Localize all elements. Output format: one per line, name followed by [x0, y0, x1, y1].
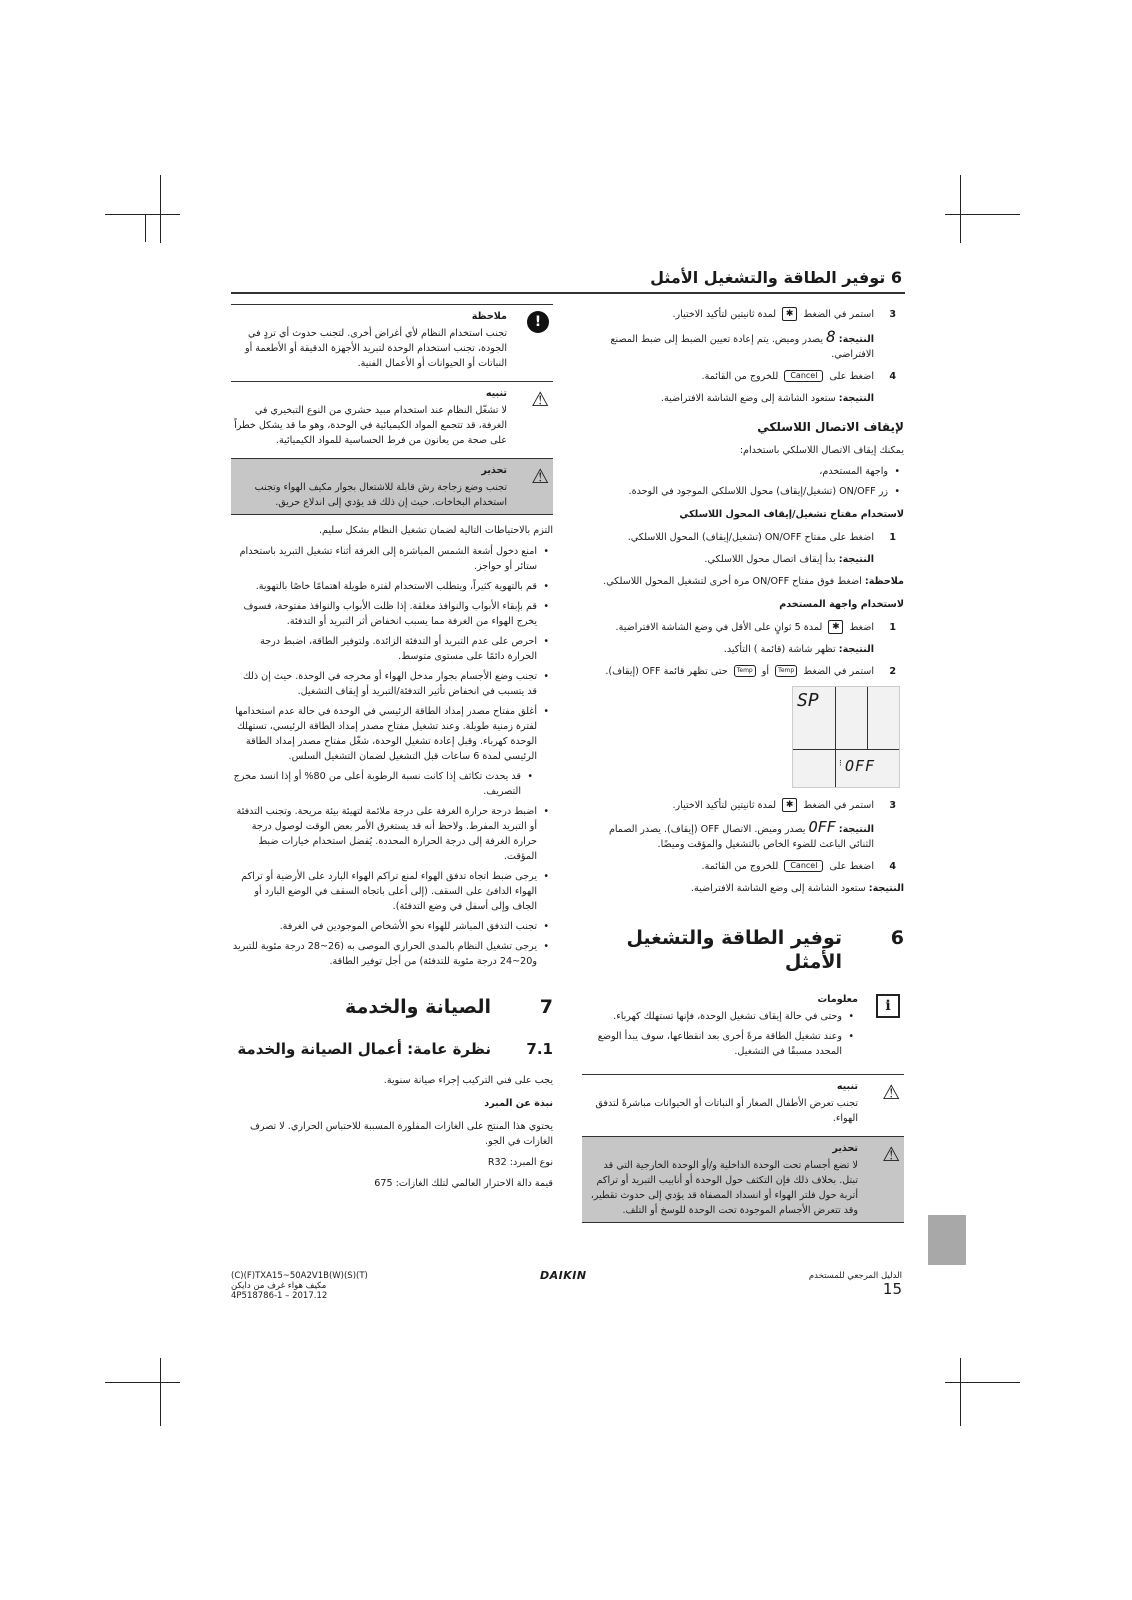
note-box: ! ملاحظة تجنب استخدام النظام لأي أغراض أخرى. لتجنب حدوث أي تردٍ في الجودة، تجنب استخدام الوحدة لتبريد الأجهزة الدقيقة أو الأطعمة أو النباتات أو الحيوانات أو الأعمال الفنية.	[231, 304, 553, 375]
lcd-bottom-text: OFF	[845, 757, 876, 775]
lcd-divider	[867, 687, 868, 749]
page-number: 15	[882, 1280, 902, 1298]
fan-key-icon: ✱	[828, 620, 843, 634]
crop-mark	[105, 214, 180, 215]
list-item: • قم بإبقاء الأبواب والنوافذ مغلقة. إذا ظلت الأبواب والنوافذ مفتوحة، فسوف يخرج الهواء من الغرفة مما يسبب انخفاض أثر التبريد أو التدفئة.	[231, 599, 553, 629]
temp-up-key: Temp	[775, 665, 797, 677]
step-3b: 3 استمر في الضغط ✱ لمدة ثانيتين لتأكيد الاختيار.	[672, 800, 896, 811]
lcd-display	[792, 686, 900, 788]
header-rule	[231, 292, 905, 294]
info-box: i معلومات • وحتى في حالة إيقاف تشغيل الوحدة، فإنها تستهلك كهرباء. • وعند تشغيل الطاقة مرةً أخرى بعد انقطاعها، سوف يبدأ الوضع المحدد مسبقًا في التشغيل.	[582, 988, 904, 1068]
list-item: • يرجى تشغيل النظام بالمدى الحراري الموصى به (26~28 درجة مئوية للتبريد و20~24 درجة مئوية للتدفئة) من أجل توفير الطاقة.	[231, 939, 553, 969]
fan-key-icon: ✱	[782, 307, 797, 321]
list-item: • تجنب وضع الأجسام بجوار مدخل الهواء أو مخرجه في الوحدة. حيث إن ذلك قد يتسبب في انخفاض تأثير التدفئة/التبريد أو إيقاف التشغيل.	[231, 669, 553, 699]
footer-model: (C)(F)TXA15~50A2V1B(W)(S)(T)	[231, 1271, 368, 1281]
result-3a: النتيجة: 8 يصدر وميض. يتم إعادة تعيين الضبط إلى ضبط المصنع الافتراضي.	[610, 327, 874, 360]
caution-box: ⚠ تنبيه تجنب تعرض الأطفال الصغار أو النباتات أو الحيوانات مباشرةً لتدفق الهواء.	[582, 1074, 904, 1130]
list-item: • اضبط درجة حرارة الغرفة على درجة ملائمة لتهيئة بيئة مريحة. وتجنب التدفئة أو التبريد المفرط. ولاحظ أنه قد يستغرق الأمر بعض الوقت لوصول درجة حرارة الغرفة إلى درجة الحرارة المحددة. يُفضل استخدام خيارات ضبط المؤقت.	[231, 804, 553, 864]
left-column	[231, 304, 553, 1191]
warning-triangle-icon: ⚠	[882, 1080, 900, 1104]
step-4a: 4 اضغط على Cancel للخروج من القائمة.	[701, 371, 896, 382]
blink-icon: ⁝	[839, 759, 842, 769]
list-item: • يرجى ضبط اتجاه تدفق الهواء لمنع تراكم الهواء البارد على الأرضية أو تراكم الهواء الدافئ على السقف. (إلى أعلى باتجاه السقف في الوضع البارد أو الجاف وإلى أسفل في وضع التدفئة).	[231, 869, 553, 914]
section-7-heading: 7 الصيانة والخدمة	[345, 996, 553, 1018]
refrigerant-type: نوع المبرد: R32	[487, 1157, 553, 1168]
warning-box: ⚠ تحذير لا تضع أجسام تحت الوحدة الداخلية و/أو الوحدة الخارجية التي قد تبتل. بخلاف ذلك فإن التكثف حول الوحدة أو أنابيب التبريد أو تراكم أتربة حول فلتر الهواء أو انسداد المصفاة قد يؤدي إلى حدوث تقطير، وقد تتعرض الأجسام الموجودة تحت الوحدة للوسخ أو التلف.	[582, 1136, 904, 1223]
crop-mark	[960, 175, 961, 243]
temp-down-key: Temp	[734, 665, 756, 677]
switch-heading: لاستخدام مفتاح تشغيل/إيقاف المحول اللاسلكي	[679, 509, 904, 520]
section-7-1-heading: 7.1 نظرة عامة: أعمال الصيانة والخدمة	[237, 1040, 553, 1058]
warning-triangle-icon: ⚠	[531, 387, 549, 411]
footer-code: 4P518786-1 – 2017.12	[231, 1291, 328, 1301]
crop-mark	[945, 214, 1020, 215]
footer-right	[742, 1271, 902, 1297]
crop-mark	[960, 1358, 961, 1426]
list-item: • قد يحدث تكاثف إذا كانت نسبة الرطوبة أعلى من 80% أو إذا انسد مخرج التصريف.	[231, 769, 537, 799]
crop-mark	[945, 1382, 1020, 1383]
ui-step-1: 1 اضغط ✱ لمدة 5 ثوانٍ على الأقل في وضع الشاشة الافتراضية.	[615, 622, 896, 633]
info-icon: i	[876, 994, 900, 1018]
switch-note: ملاحظة: اضغط فوق مفتاح ON/OFF مرة أخرى لتشغيل المحول اللاسلكي.	[603, 576, 904, 587]
result-3b: النتيجة: OFF يصدر وميض. الاتصال OFF (إيقاف). يصدر الصمام الثنائي الباعث للضوء الخاص بالتشغيل والمؤقت وميضًا.	[608, 818, 874, 850]
lcd-divider	[793, 749, 899, 750]
list-item: • أغلق مفتاح مصدر إمداد الطاقة الرئيسي في الوحدة في حالة عدم استخدامها لفترة زمنية طويلة. وعند تشغيل مفتاح مصدر إمداد الطاقة الرئيسي، تستهلك الوحدة كهرباء. وقبل إعادة تشغيل الوحدة، شغّل مفتاح مصدر إمداد الطاقة الرئيسي لمدة 6 ساعات قبل التشغيل لضمان التشغيل السلس.	[231, 704, 553, 764]
fan-key-icon: ✱	[782, 798, 797, 812]
segment-display: OFF	[808, 818, 836, 836]
list-item: • واجهة المستخدم،	[582, 464, 904, 479]
step-4b: 4 اضغط على Cancel للخروج من القائمة.	[701, 861, 896, 872]
header-section-title: توفير الطاقة والتشغيل الأمثل	[650, 268, 886, 287]
list-item: • تجنب التدفق المباشر للهواء نحو الأشخاص الموجودين في الغرفة.	[231, 919, 553, 934]
cancel-key: Cancel	[784, 370, 823, 382]
right-column	[582, 307, 904, 1229]
crop-mark	[105, 1382, 180, 1383]
page-header	[402, 268, 902, 287]
list-item: • احرص على عدم التبريد أو التدفئة الزائدة. ولتوفير الطاقة، اضبط درجة الحرارة دائمًا على مستوى متوسط.	[231, 634, 553, 664]
ui-result-1: النتيجة: تظهر شاشة (قائمة ) التأكيد.	[723, 644, 874, 655]
warning-triangle-icon: ⚠	[882, 1142, 900, 1166]
precautions-intro: التزم بالاحتياطات التالية لضمان تشغيل النظام بشكل سليم.	[318, 525, 553, 536]
step-3a: 3 استمر في الضغط ✱ لمدة ثانيتين لتأكيد الاختيار.	[672, 309, 896, 320]
switch-step: 1 اضغط على مفتاح ON/OFF (تشغيل/إيقاف) المحول اللاسلكي.	[627, 532, 896, 543]
result-4b: النتيجة: ستعود الشاشة إلى وضع الشاشة الافتراضية.	[690, 883, 904, 894]
daikin-logo: DAIKIN	[540, 1269, 587, 1282]
ui-step-2: 2 استمر في الضغط Temp أو Temp حتى تظهر قائمة OFF (إيقاف).	[605, 666, 896, 677]
lcd-divider	[835, 687, 836, 787]
lcd-top-text: SP	[797, 690, 819, 711]
list-item: • وحتى في حالة إيقاف تشغيل الوحدة، فإنها تستهلك كهرباء.	[582, 1009, 858, 1024]
footer-product: مكيف هواء غرف من دايكن	[231, 1281, 327, 1291]
result-4a: النتيجة: ستعود الشاشة إلى وضع الشاشة الافتراضية.	[660, 393, 874, 404]
refrigerant-heading: نبذة عن المبرد	[484, 1098, 553, 1109]
caution-box: ⚠ تنبيه لا تشغّل النظام عند استخدام مبيد حشري من النوع التبخيري في الغرفة، قد تتجمع المواد الكيميائية في الوحدة، وهو ما قد يشكل خطراً على صحة من يعانون من فرط الحساسية للمواد الكيميائية.	[231, 381, 553, 452]
header-section-num: 6	[890, 268, 902, 287]
crop-mark	[145, 214, 146, 242]
switch-result: النتيجة: بدأ إيقاف اتصال محول اللاسلكي.	[704, 554, 874, 565]
footer-left	[231, 1271, 368, 1301]
gwp-value: قيمة دالة الاحترار العالمي لتلك الغازات: 675	[374, 1178, 553, 1189]
list-item: • قم بالتهوية كثيراً، ويتطلب الاستخدام لفترة طويلة اهتمامًا خاصًا بالتهوية.	[231, 579, 553, 594]
refrigerant-text: يحتوي هذا المنتج على الغازات المفلورة المسببة للاحتباس الحراري. لا تصرف الغازات في الجو.	[249, 1121, 553, 1147]
side-tab	[928, 1215, 966, 1265]
ui-heading: لاستخدام واجهة المستخدم	[779, 599, 904, 610]
warning-triangle-icon: ⚠	[531, 464, 549, 488]
footer-guide: الدليل المرجعي للمستخدم	[808, 1271, 902, 1281]
crop-mark	[160, 175, 161, 243]
warning-box: ⚠ تحذير تجنب وضع زجاجة رش قابلة للاشتعال بجوار مكيف الهواء وتجنب استخدام البخاخات. حيث إن ذلك قد يؤدي إلى اندلاع حريق.	[231, 458, 553, 515]
wireless-intro: يمكنك إيقاف الاتصال اللاسلكي باستخدام:	[739, 445, 904, 456]
segment-display: 8	[826, 327, 836, 346]
cancel-key: Cancel	[784, 860, 823, 872]
note-icon: !	[527, 311, 549, 333]
list-item: • زر ON/OFF (تشغيل/إيقاف) محول اللاسلكي الموجود في الوحدة.	[582, 484, 904, 499]
crop-mark	[160, 1358, 161, 1426]
s71-text: يجب على فني التركيب إجراء صيانة سنوية.	[383, 1075, 553, 1086]
wireless-heading: لإيقاف الاتصال اللاسلكي	[757, 420, 904, 434]
list-item: • وعند تشغيل الطاقة مرةً أخرى بعد انقطاعها، سوف يبدأ الوضع المحدد مسبقًا في التشغيل.	[582, 1029, 858, 1059]
big-section-6: 6 توفير الطاقة والتشغيل الأمثل	[626, 927, 904, 973]
list-item: • امنع دخول أشعة الشمس المباشرة إلى الغرفة أثناء تشغيل التبريد باستخدام ستائر أو حواجز.	[231, 544, 553, 574]
